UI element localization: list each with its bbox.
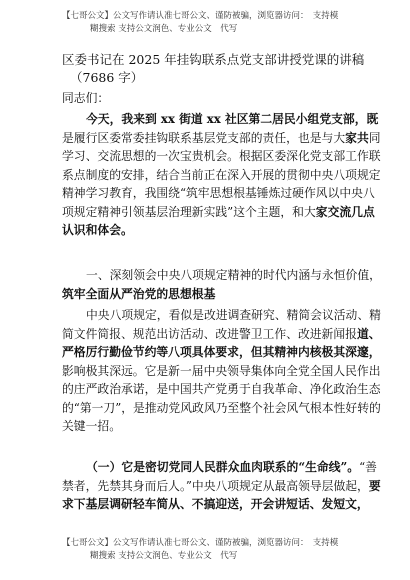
word-count: （7686 字）	[70, 70, 144, 85]
paragraph-2	[62, 306, 384, 436]
subheading-1: （一）它是密切党同人民群众血肉联系的“生命线”。	[86, 460, 360, 474]
heading-1-text: 一、深刻领会中央八项规定精神的时代内涵与永恒价值，	[86, 268, 381, 282]
p1-part: 家交流几点认识和体会。	[62, 204, 375, 237]
p1-part: 项规定精神学习教育，我围绕“筑牢思想根基锤炼过硬作风	[62, 167, 381, 200]
page-footer	[62, 537, 402, 563]
p1-part: 我来到 xx 街道 xx 社区第二居民小组党支部，	[121, 112, 367, 126]
p1-part: 今天，	[86, 112, 122, 126]
page-header	[62, 10, 402, 36]
p2-part: 道、严格厉行勤俭节约等八项具体要求，	[62, 326, 381, 359]
p1-part: 以中央八项规定精神引领基层治理新实践”这个主题，和大	[62, 186, 375, 219]
p2-part: 中央八项规定，看似是改进调查研究、精简会议活动、精简文件简报、规范出访活动、改进警卫工作、改进新闻报	[62, 308, 381, 341]
header-line-1: 【七哥公文】公文写作请认准七哥公文、谨防被骗，浏览器访问： 支持模	[62, 11, 339, 21]
p3-part: “善禁者，先禁其身而后人。”中央八项规定从最高领导层做起，	[62, 460, 377, 493]
paragraph-1	[62, 110, 384, 240]
footer-line-2: 糊搜索 支持公文润色、专业公文 代写	[90, 551, 238, 561]
p2-part: 影响极其深远。它是新一届中央领导集体向全党全国人民作出的庄严政治承诺，是中国共产党勇于自我革命、净化政治生态的“第一刀”，是推动党风政风乃至整个社会风气根本性好转的关键一招。	[62, 363, 381, 433]
salutation: 同志们：	[62, 91, 110, 105]
p2-part: 但其精神内核极其深邃，	[250, 345, 381, 359]
p1-part: 家共	[345, 130, 369, 145]
footer-line-1: 【七哥公文】公文写作请认准七哥公文、谨防被骗，浏览器访问： 支持模	[62, 538, 339, 548]
p1-part: 既	[366, 112, 379, 126]
p1-part: 是履行区委常委挂钩联系基层党支部的责任，也是与大	[62, 130, 346, 145]
paragraph-3	[62, 458, 384, 514]
header-line-2: 糊搜索 支持公文润色、专业公文 代写	[90, 24, 238, 34]
heading-1-continued: 筑牢全面从严治党的思想根基	[62, 286, 216, 301]
title-text: 区委书记在 2025 年挂钩联系点党支部讲授党课的讲稿	[62, 52, 365, 67]
document-title	[62, 51, 382, 87]
p3-part: 要求下基层调研轻车简从、不搞迎送，开会讲短话、发短文，	[62, 478, 381, 511]
heading-1	[62, 266, 384, 303]
p1-part: 作联系点制度的安排，结合当前正在深入开展的贯彻中央八	[62, 149, 381, 182]
p1-part: 同学习、交流思想的一次宝贵机会。根据区委深化党支部工	[62, 130, 381, 163]
